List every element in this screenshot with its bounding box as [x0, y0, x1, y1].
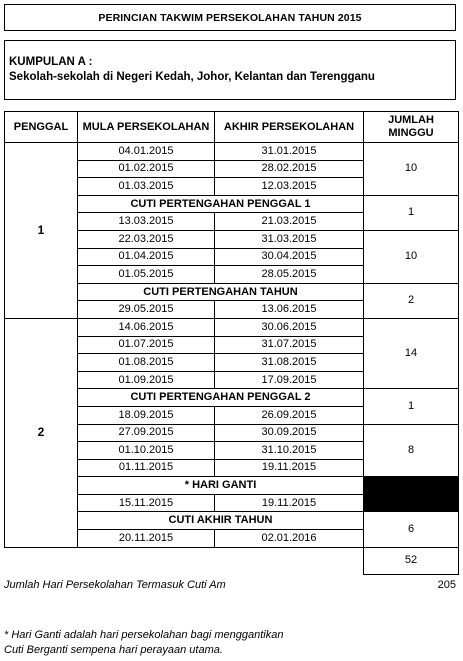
date-akhir: 30.09.2015 [215, 424, 364, 442]
date-mula: 18.09.2015 [78, 406, 215, 424]
date-akhir: 19.11.2015 [215, 494, 364, 512]
group-label: KUMPULAN A : [9, 56, 93, 68]
hari-ganti-label: * HARI GANTI [78, 477, 364, 495]
date-mula: 01.08.2015 [78, 354, 215, 372]
footer-value: 205 [437, 579, 456, 591]
date-mula: 14.06.2015 [78, 318, 215, 336]
weeks-count: 14 [364, 318, 459, 388]
date-akhir: 21.03.2015 [215, 213, 364, 231]
date-akhir: 17.09.2015 [215, 371, 364, 389]
header-mula: MULA PERSEKOLAHAN [78, 112, 215, 143]
penggal-2-label: 2 [5, 318, 78, 547]
table-row [5, 318, 459, 336]
date-mula: 01.09.2015 [78, 371, 215, 389]
date-akhir: 02.01.2016 [215, 530, 364, 548]
date-akhir: 31.07.2015 [215, 336, 364, 354]
footnote [4, 628, 456, 658]
date-mula: 01.04.2015 [78, 248, 215, 266]
header-penggal: PENGGAL [5, 112, 78, 143]
date-mula: 22.03.2015 [78, 230, 215, 248]
weeks-count: 1 [364, 389, 459, 424]
weeks-count: 10 [364, 230, 459, 283]
date-akhir: 28.02.2015 [215, 160, 364, 178]
date-mula: 01.03.2015 [78, 178, 215, 196]
footnote-line-2: Cuti Berganti sempena hari perayaan utama. [4, 644, 223, 656]
date-akhir: 31.01.2015 [215, 143, 364, 161]
footer-label: Jumlah Hari Persekolahan Termasuk Cuti Am [4, 579, 226, 591]
date-akhir: 12.03.2015 [215, 178, 364, 196]
date-akhir: 19.11.2015 [215, 459, 364, 477]
date-mula: 01.05.2015 [78, 266, 215, 284]
group-states: Sekolah-sekolah di Negeri Kedah, Johor, Kelantan dan Terengganu [9, 71, 375, 83]
date-akhir: 28.05.2015 [215, 266, 364, 284]
weeks-count: 2 [364, 283, 459, 318]
date-akhir: 26.09.2015 [215, 406, 364, 424]
table-header-row [5, 112, 459, 143]
total-weeks: 52 [364, 547, 459, 574]
date-akhir: 30.06.2015 [215, 318, 364, 336]
date-mula: 13.03.2015 [78, 213, 215, 231]
weeks-count: 10 [364, 143, 459, 196]
break-label: CUTI PERTENGAHAN PENGGAL 1 [78, 195, 364, 213]
page-title: PERINCIAN TAKWIM PERSEKOLAHAN TAHUN 2015 [4, 4, 456, 31]
break-label: CUTI PERTENGAHAN PENGGAL 2 [78, 389, 364, 407]
weeks-count: 1 [364, 195, 459, 230]
group-box [4, 40, 456, 100]
weeks-count: 6 [364, 512, 459, 547]
weeks-count: 8 [364, 424, 459, 477]
date-mula: 29.05.2015 [78, 301, 215, 319]
date-mula: 01.11.2015 [78, 459, 215, 477]
footnote-line-1: * Hari Ganti adalah hari persekolahan bagi menggantikan [4, 629, 284, 641]
date-mula: 27.09.2015 [78, 424, 215, 442]
date-akhir: 31.03.2015 [215, 230, 364, 248]
date-mula: 15.11.2015 [78, 494, 215, 512]
break-label: CUTI AKHIR TAHUN [78, 512, 364, 530]
break-label: CUTI PERTENGAHAN TAHUN [78, 283, 364, 301]
penggal-1-label: 1 [5, 143, 78, 319]
calendar-table [4, 111, 459, 575]
header-akhir: AKHIR PERSEKOLAHAN [215, 112, 364, 143]
blacked-cell [364, 477, 459, 512]
header-minggu: JUMLAH MINGGU [364, 112, 459, 143]
date-mula: 01.07.2015 [78, 336, 215, 354]
date-akhir: 13.06.2015 [215, 301, 364, 319]
date-akhir: 31.10.2015 [215, 442, 364, 460]
date-akhir: 31.08.2015 [215, 354, 364, 372]
date-mula: 20.11.2015 [78, 530, 215, 548]
total-row [5, 547, 459, 574]
date-mula: 04.01.2015 [78, 143, 215, 161]
date-mula: 01.10.2015 [78, 442, 215, 460]
footer-line [4, 579, 456, 593]
date-akhir: 30.04.2015 [215, 248, 364, 266]
table-row [5, 143, 459, 161]
date-mula: 01.02.2015 [78, 160, 215, 178]
